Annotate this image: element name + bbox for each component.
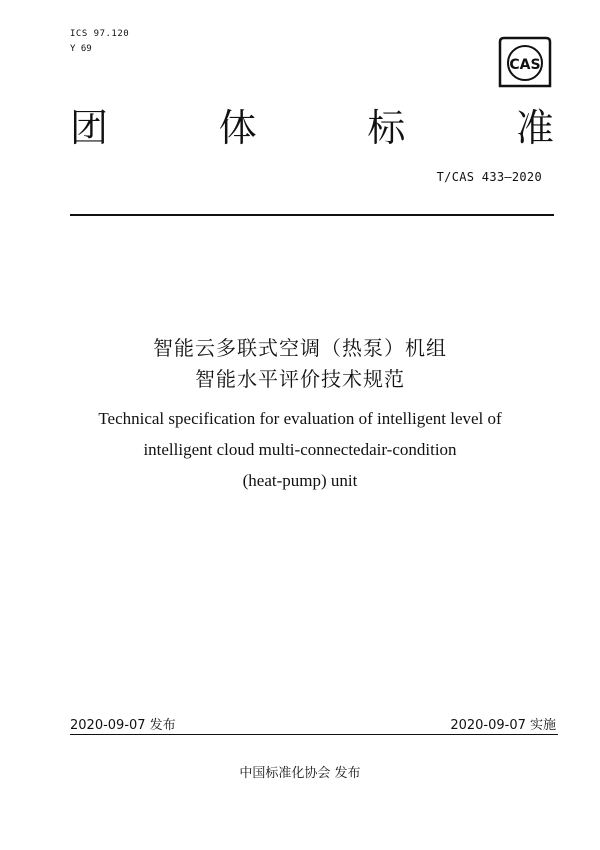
header-divider: [70, 214, 554, 216]
standard-code: T/CAS 433—2020: [436, 170, 542, 184]
standard-type-char: 团: [70, 106, 109, 150]
ccs-code: Y 69: [70, 44, 92, 54]
standard-type-char: 体: [218, 106, 257, 150]
title-cn-line2: 智能水平评价技术规范: [195, 367, 405, 391]
footer-divider: [70, 734, 558, 735]
title-en-line1: Technical specification for evaluation of intelligent level of: [98, 409, 502, 428]
logo-text: CAS: [509, 57, 541, 73]
implement-date: 2020-09-07 实施: [450, 718, 556, 733]
publish-date: 2020-09-07 发布: [70, 718, 176, 733]
standard-type-char: 准: [515, 106, 554, 150]
publisher: 中国标准化协会 发布: [239, 766, 361, 781]
ics-code: ICS 97.120: [70, 29, 130, 39]
title-en-line3: (heat-pump) unit: [242, 471, 358, 490]
standard-type: [70, 100, 554, 164]
title-cn-line1: 智能云多联式空调（热泵）机组: [153, 336, 447, 360]
cas-logo: [498, 36, 552, 88]
title-en-line2: intelligent cloud multi-connectedair-condition: [143, 440, 457, 459]
standard-type-char: 标: [367, 106, 406, 150]
